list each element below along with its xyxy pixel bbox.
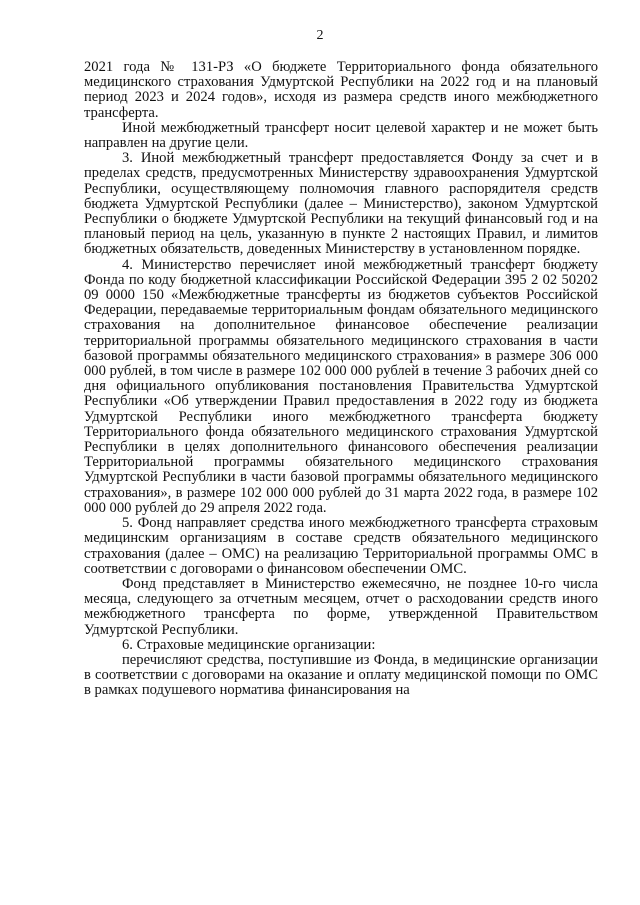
document-body xyxy=(84,60,598,699)
paragraph-clause-6-transfer: перечисляют средства, поступившие из Фонда, в медицинские организации в соответствии с договорами на оказание и оплату медицинской помощи по ОМС в рамках подушевого норматива финансирования на xyxy=(84,651,598,699)
paragraph-clause-6: 6. Страховые медицинские организации: xyxy=(122,636,376,653)
paragraph-continuation: 2021 года № 131-РЗ «О бюджете Территориального фонда обязательного медицинского страхования Удмуртской Республики на 2022 год и на плановый период 2023 и 2024 годов», исходя из размера средств иного межбюджетного трансферта. xyxy=(84,59,598,121)
paragraph-monthly-report: Фонд представляет в Министерство ежемесячно, не позднее 10-го числа месяца, следующего за отчетным месяцем, отчет о расходовании средств иного межбюджетного трансферта по форме, утвержденной Правительством Удмуртской Республики. xyxy=(84,575,598,638)
paragraph-clause-4: 4. Министерство перечисляет иной межбюджетный трансферт бюджету Фонда по коду бюджетной классификации Российской Федерации 395 2 02 50202 09 0000 150 «Межбюджетные трансферты из бюджетов субъектов Российской Федерации, передаваемые территориальным фондам обязательного медицинского страхования на дополнительное финансовое обеспечение реализации территориальной программы обязательного медицинского страхования в части базовой программы обязательного медицинского страхования» в размере 306 000 000 рублей, в том числе в размере 102 000 000 рублей в течение 3 рабочих дней со дня официального опубликования постановления Правительства Удмуртской Республики «Об утверждении Правил предоставления в 2022 году из бюджета Удмуртской Республики иного межбюджетного трансферта бюджету Территориального фонда обязательного медицинского страхования Удмуртской Республики в целях дополнительного финансового обеспечения реализации Территориальной программы обязательного медицинского страхования Удмуртской Республики в части базовой программы обязательного медицинского страхования», в размере 102 000 000 рублей до 31 марта 2022 года, в размере 102 000 000 рублей до 29 апреля 2022 года. xyxy=(84,256,598,516)
paragraph-clause-5: 5. Фонд направляет средства иного межбюджетного трансферта страховым медицинским организациям в составе средств обязательного медицинского страхования (далее – ОМС) на реализацию Территориальной программы ОМС в соответствии с договорами о финансовом обеспечении ОМС. xyxy=(84,515,598,577)
paragraph-clause-3: 3. Иной межбюджетный трансферт предоставляется Фонду за счет и в пределах средств, предусмотренных Министерству здравоохранения Удмуртской Республики, осуществляющему полномочия главного распорядителя средств бюджета Удмуртской Республики (далее – Министерство), законом Удмуртской Республики о бюджете Удмуртской Республики на текущий финансовый год и на плановый период на цель, указанную в пункте 2 настоящих Правил, и лимитов бюджетных обязательств, доведенных Министерству в установленном порядке. xyxy=(84,150,598,258)
page-number: 2 xyxy=(316,28,324,43)
paragraph-target-purpose: Иной межбюджетный трансферт носит целевой характер и не может быть направлен на другие цели. xyxy=(84,119,598,152)
